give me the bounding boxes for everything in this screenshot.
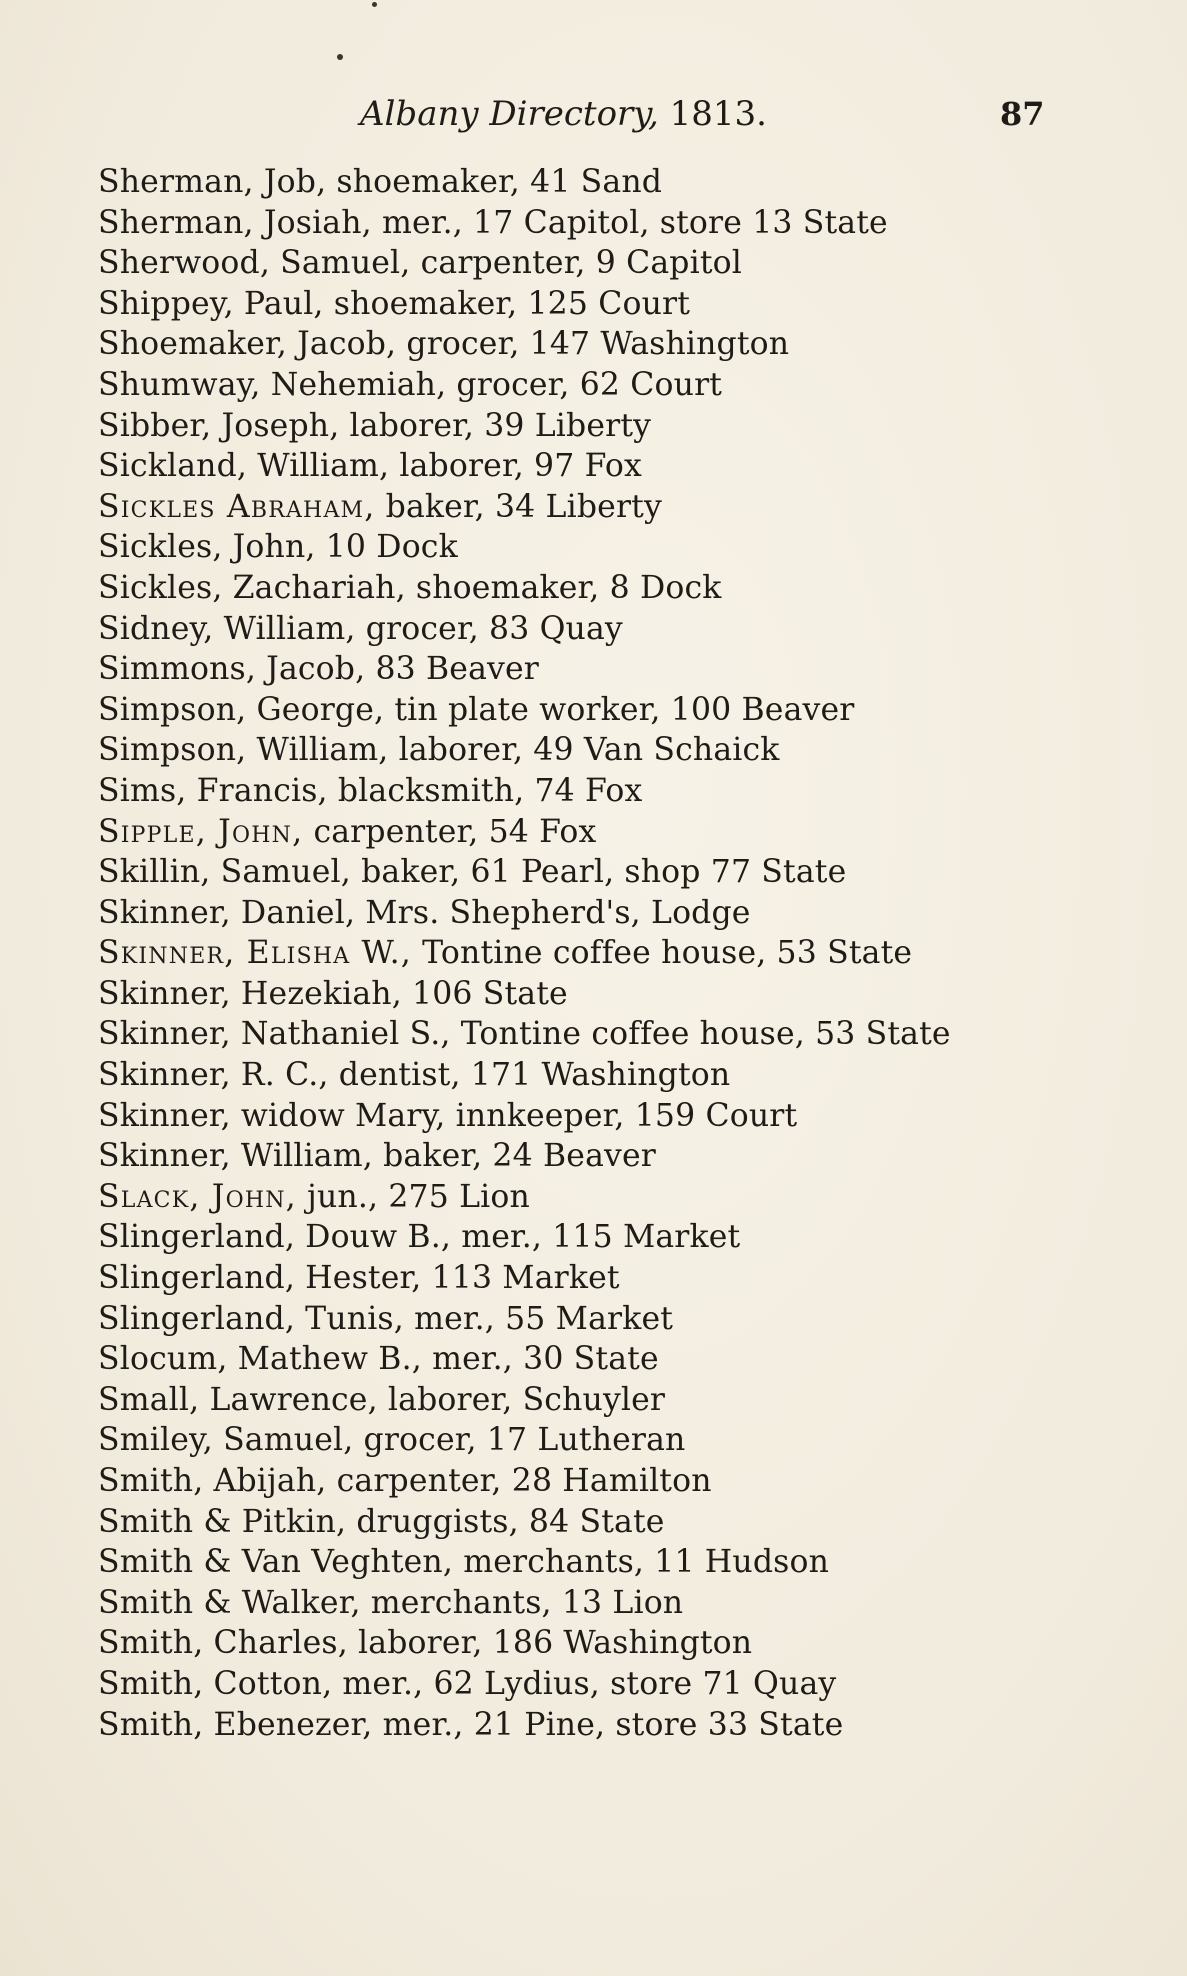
entry-details: grocer, 17 Lutheran xyxy=(353,1422,686,1459)
entry-name: Slingerland, Tunis, xyxy=(98,1300,404,1337)
directory-year: 1813. xyxy=(669,94,767,134)
entry-name: Shoemaker, Jacob, xyxy=(98,326,397,363)
entry-details: druggists, 84 State xyxy=(346,1503,665,1540)
entry-name: Skinner, Elisha W., xyxy=(98,935,413,972)
directory-entry xyxy=(98,812,1148,853)
directory-entry xyxy=(98,1055,1148,1096)
entry-name: Sherman, Job, xyxy=(98,164,327,200)
entry-name: Skinner, R. C., xyxy=(98,1057,329,1094)
entry-details: baker, 24 Beaver xyxy=(372,1138,656,1175)
directory-entry xyxy=(98,893,1148,934)
entry-details: laborer, 49 Van Schaick xyxy=(388,732,780,769)
entry-details: mer., 21 Pine, store 33 State xyxy=(372,1706,844,1743)
directory-entry xyxy=(98,1136,1148,1177)
ink-speck xyxy=(372,2,377,7)
entry-name: Skillin, Samuel, xyxy=(98,854,351,891)
directory-entry xyxy=(98,1542,1148,1583)
entry-name: Smith & Walker, xyxy=(98,1584,361,1621)
directory-entry xyxy=(98,690,1148,731)
directory-entry xyxy=(98,243,1148,284)
entry-details: carpenter, 28 Hamilton xyxy=(326,1463,712,1499)
entry-name: Smith, Abijah, xyxy=(98,1463,327,1499)
running-header xyxy=(0,92,1187,142)
entry-details: carpenter, 9 Capitol xyxy=(410,245,742,282)
directory-entry xyxy=(98,1299,1148,1340)
entry-name: Small, Lawrence, xyxy=(98,1381,378,1418)
entry-name: Simmons, Jacob, xyxy=(98,651,366,688)
entry-details: mer., 30 State xyxy=(421,1341,659,1378)
entry-details: Mrs. Shepherd's, Lodge xyxy=(355,894,751,931)
entry-details: grocer, 147 Washington xyxy=(396,326,790,363)
directory-entry xyxy=(98,852,1148,893)
directory-entry xyxy=(98,609,1148,650)
entry-name: Slocum, Mathew B., xyxy=(98,1341,422,1378)
entry-name: Sims, Francis, xyxy=(98,772,328,809)
entry-details: 113 Market xyxy=(421,1260,620,1297)
entry-name: Sipple, John, xyxy=(98,813,304,850)
directory-title: Albany Directory, xyxy=(360,94,659,134)
entry-name: Simpson, William, xyxy=(98,732,389,769)
entry-name: Slingerland, Hester, xyxy=(98,1260,422,1297)
directory-entry xyxy=(98,365,1148,406)
directory-entry xyxy=(98,1461,1148,1502)
directory-entry xyxy=(98,1583,1148,1624)
entry-details: baker, 34 Liberty xyxy=(375,488,662,525)
directory-entry xyxy=(98,1014,1148,1055)
entry-details: laborer, 39 Liberty xyxy=(339,407,652,444)
directory-entry xyxy=(98,771,1148,812)
entry-details: 106 State xyxy=(401,975,568,1012)
directory-entry xyxy=(98,527,1148,568)
directory-entry xyxy=(98,162,1148,203)
entry-details: Tontine coffee house, 53 State xyxy=(412,935,913,972)
entry-name: Sickles, Zachariah, xyxy=(98,569,406,606)
entry-details: merchants, 13 Lion xyxy=(360,1584,684,1621)
entry-name: Sickles Abraham, xyxy=(98,488,376,525)
directory-entry xyxy=(98,406,1148,447)
entry-name: Sibber, Joseph, xyxy=(98,407,340,444)
running-head xyxy=(360,92,767,136)
entry-name: Sickles, John, xyxy=(98,529,316,566)
entry-details: shoemaker, 125 Court xyxy=(323,285,691,322)
entry-name: Sherman, Josiah, xyxy=(98,204,372,241)
entry-name: Sickland, William, xyxy=(98,448,390,485)
entry-details: 83 Beaver xyxy=(365,651,539,688)
entry-name: Smith & Van Veghten, xyxy=(98,1544,454,1581)
entry-name: Shippey, Paul, xyxy=(98,285,324,322)
entry-details: tin plate worker, 100 Beaver xyxy=(384,691,855,728)
directory-entry xyxy=(98,568,1148,609)
directory-entry xyxy=(98,487,1148,528)
directory-entry xyxy=(98,203,1148,244)
directory-entry xyxy=(98,324,1148,365)
entry-details: mer., 115 Market xyxy=(451,1219,741,1256)
entry-details: jun., 275 Lion xyxy=(296,1178,530,1215)
ink-speck xyxy=(337,54,343,60)
entry-name: Smith & Pitkin, xyxy=(98,1503,347,1540)
directory-entry xyxy=(98,1380,1148,1421)
directory-entry xyxy=(98,649,1148,690)
entry-name: Slack, John, xyxy=(98,1178,297,1215)
directory-entry xyxy=(98,933,1148,974)
entry-name: Smiley, Samuel, xyxy=(98,1422,354,1459)
entry-name: Sidney, William, xyxy=(98,610,356,647)
entry-details: innkeeper, 159 Court xyxy=(445,1097,798,1134)
directory-entry xyxy=(98,1664,1148,1705)
directory-entry xyxy=(98,1705,1148,1746)
entry-name: Skinner, widow Mary, xyxy=(98,1097,446,1134)
entry-details: Tontine coffee house, 53 State xyxy=(450,1016,951,1053)
entry-details: baker, 61 Pearl, shop 77 State xyxy=(350,854,847,891)
directory-entry xyxy=(98,730,1148,771)
entry-details: 10 Dock xyxy=(315,529,458,566)
directory-entry xyxy=(98,1339,1148,1380)
entry-details: blacksmith, 74 Fox xyxy=(327,772,643,809)
directory-entry xyxy=(98,1420,1148,1461)
entry-details: mer., 55 Market xyxy=(403,1300,674,1337)
entry-details: grocer, 83 Quay xyxy=(355,610,623,647)
entry-details: grocer, 62 Court xyxy=(446,366,723,403)
entry-name: Skinner, Hezekiah, xyxy=(98,975,402,1012)
directory-entry xyxy=(98,974,1148,1015)
entry-details: dentist, 171 Washington xyxy=(328,1057,731,1094)
entry-details: mer., 62 Lydius, store 71 Quay xyxy=(332,1665,837,1702)
entry-name: Skinner, Nathaniel S., xyxy=(98,1016,451,1053)
page-number: 87 xyxy=(1000,95,1045,133)
entry-details: merchants, 11 Hudson xyxy=(453,1544,830,1581)
directory-entries xyxy=(98,162,1148,1745)
directory-entry xyxy=(98,1258,1148,1299)
directory-entry xyxy=(98,1623,1148,1664)
directory-entry xyxy=(98,1177,1148,1218)
directory-entry xyxy=(98,1502,1148,1543)
entry-details: laborer, 186 Washington xyxy=(347,1625,753,1662)
directory-entry xyxy=(98,446,1148,487)
entry-name: Simpson, George, xyxy=(98,691,385,728)
entry-name: Smith, Cotton, xyxy=(98,1665,333,1702)
entry-name: Smith, Ebenezer, xyxy=(98,1706,373,1743)
entry-name: Skinner, William, xyxy=(98,1138,373,1175)
entry-name: Shumway, Nehemiah, xyxy=(98,366,447,403)
entry-details: carpenter, 54 Fox xyxy=(303,813,597,850)
entry-details: laborer, Schuyler xyxy=(377,1381,666,1418)
directory-entry xyxy=(98,1217,1148,1258)
entry-details: shoemaker, 41 Sand xyxy=(326,164,663,200)
entry-name: Smith, Charles, xyxy=(98,1625,348,1662)
entry-name: Slingerland, Douw B., xyxy=(98,1219,452,1256)
entry-details: laborer, 97 Fox xyxy=(389,448,642,485)
entry-details: mer., 17 Capitol, store 13 State xyxy=(371,204,888,241)
directory-entry xyxy=(98,1096,1148,1137)
entry-details: shoemaker, 8 Dock xyxy=(405,569,722,606)
entry-name: Skinner, Daniel, xyxy=(98,894,356,931)
directory-entry xyxy=(98,284,1148,325)
entry-name: Sherwood, Samuel, xyxy=(98,245,411,282)
